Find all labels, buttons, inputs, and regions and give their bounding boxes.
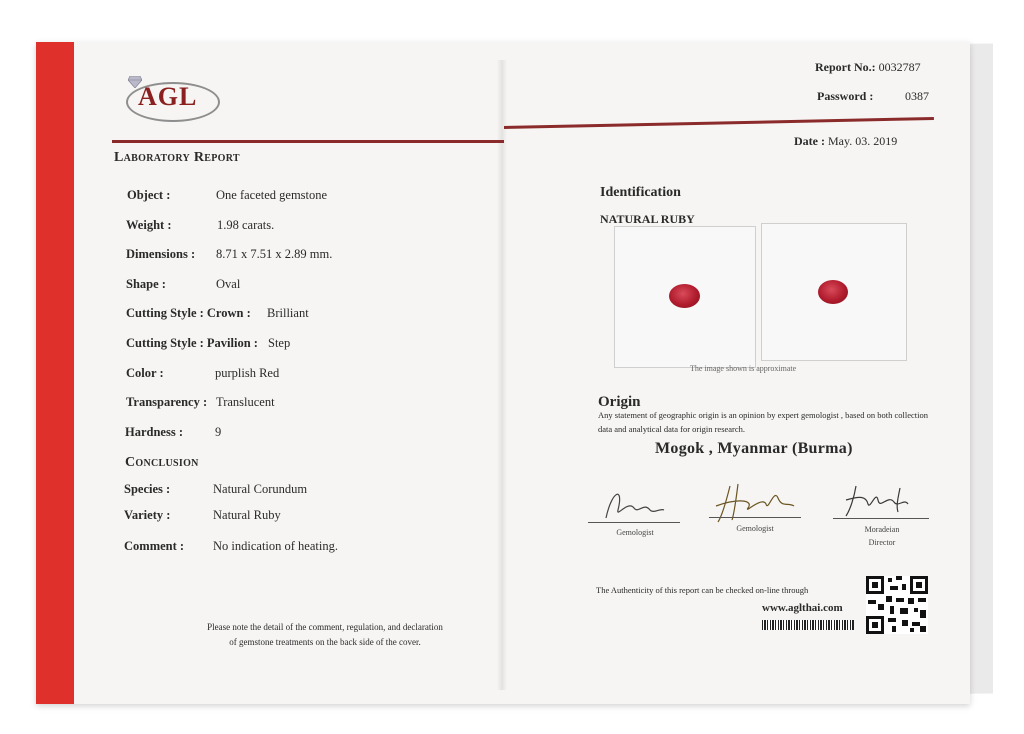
- field-value: Step: [268, 336, 291, 350]
- field-label: Hardness :: [125, 425, 183, 439]
- signature-label: Gemologist: [616, 528, 654, 537]
- field-label: Comment :: [124, 539, 185, 553]
- treatment-note: [180, 620, 470, 650]
- image-caption: The image shown is approximate: [690, 364, 797, 373]
- report-title: Laboratory Report: [114, 150, 240, 165]
- identification-value: NATURAL RUBY: [600, 212, 695, 226]
- date-value: May. 03. 2019: [827, 134, 898, 148]
- field-object: [127, 188, 327, 203]
- field-value: purplish Red: [215, 366, 280, 380]
- note-line: Please note the detail of the comment, regulation, and declaration: [207, 622, 443, 632]
- password-label: Password :: [817, 89, 874, 103]
- ruby-image: [669, 284, 700, 308]
- gem-photo-side: [761, 223, 907, 361]
- field-label: Color :: [126, 366, 164, 380]
- signature-title: Director: [868, 538, 896, 547]
- field-value: Oval: [216, 277, 241, 291]
- logo-text: AGL: [138, 82, 198, 111]
- origin-statement: Any statement of geographic origin is an opinion by expert gemologist , based on both collection data and analytical data for origin research.: [598, 410, 929, 434]
- field-value: Translucent: [216, 395, 275, 409]
- verification-text: The Authenticity of this report can be checked on-line through: [596, 585, 809, 595]
- field-hardness: [125, 425, 221, 440]
- signature-line: [709, 517, 801, 518]
- signature-line: [833, 518, 929, 519]
- report-date: [794, 134, 897, 149]
- field-species: [124, 482, 307, 497]
- qr-code-icon[interactable]: [866, 576, 928, 634]
- field-value: 8.71 x 7.51 x 2.89 mm.: [216, 247, 333, 261]
- field-label: Species :: [124, 482, 171, 496]
- barcode-icon: [762, 620, 854, 630]
- red-spine: [36, 42, 74, 704]
- signature-label: Moradeian: [864, 525, 900, 534]
- field-dimensions: [126, 247, 332, 262]
- field-color: [126, 366, 279, 381]
- field-label: Shape :: [126, 277, 166, 291]
- field-value: 1.98 carats.: [217, 218, 275, 232]
- signature-line: [588, 522, 680, 523]
- field-value: Natural Ruby: [213, 508, 281, 522]
- identification-title: Identification: [600, 185, 681, 200]
- field-comment: [124, 539, 338, 554]
- report-number-label: Report No.:: [815, 60, 876, 74]
- field-cutting-crown: [126, 306, 309, 321]
- password-value: 0387: [905, 89, 929, 103]
- conclusion-title: Conclusion: [125, 455, 199, 470]
- verification-url[interactable]: www.aglthai.com: [762, 602, 843, 614]
- field-label: Transparency :: [126, 395, 208, 409]
- signature-3: [838, 480, 922, 520]
- origin-value: Mogok , Myanmar (Burma): [655, 440, 853, 457]
- field-variety: [124, 508, 281, 523]
- field-label: Cutting Style : Crown :: [126, 306, 251, 320]
- field-value: One faceted gemstone: [216, 188, 328, 202]
- signature-label: Gemologist: [736, 524, 774, 533]
- header-rule-left: [112, 140, 504, 143]
- field-label: Weight :: [126, 218, 172, 232]
- field-label: Object :: [127, 188, 171, 202]
- report-number: [815, 60, 921, 75]
- gem-photo-front: [614, 226, 756, 368]
- note-line: of gemstone treatments on the back side of the cover.: [229, 637, 421, 647]
- password: [817, 89, 873, 104]
- field-value: No indication of heating.: [213, 539, 338, 553]
- field-cutting-pavilion: [126, 336, 290, 351]
- date-label: Date :: [794, 134, 825, 148]
- field-label: Cutting Style : Pavilion :: [126, 336, 258, 350]
- field-value: Brilliant: [267, 306, 309, 320]
- agl-logo: [126, 76, 222, 124]
- origin-title: Origin: [598, 394, 641, 410]
- field-value: 9: [215, 425, 222, 439]
- ruby-image: [818, 280, 848, 304]
- field-transparency: [126, 395, 275, 410]
- page-fold: [497, 60, 507, 690]
- signature-1: [598, 480, 668, 524]
- field-shape: [126, 277, 240, 292]
- field-weight: [126, 218, 274, 233]
- report-number-value: 0032787: [878, 60, 921, 74]
- field-label: Dimensions :: [126, 247, 196, 261]
- field-label: Variety :: [124, 508, 171, 522]
- field-value: Natural Corundum: [213, 482, 308, 496]
